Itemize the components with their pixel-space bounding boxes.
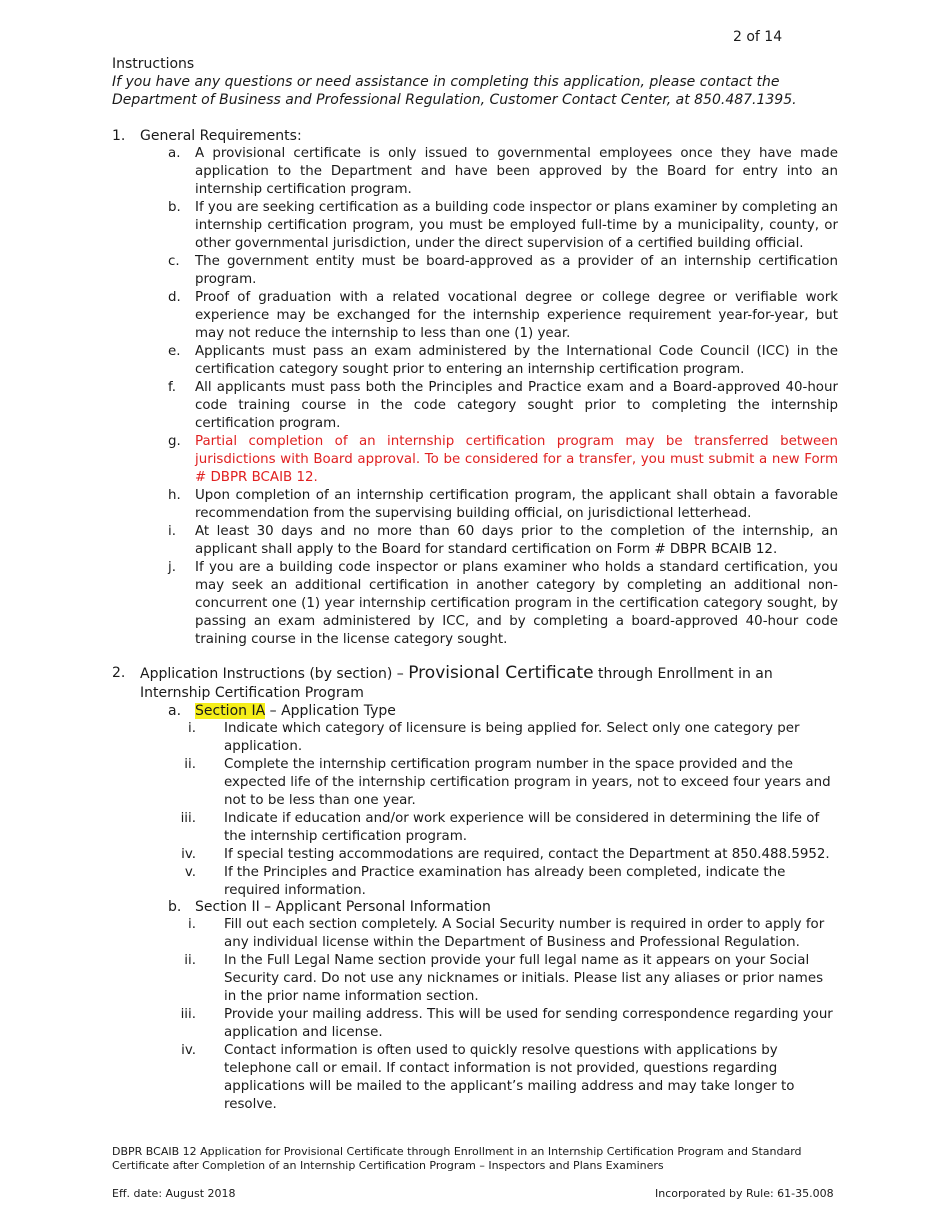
item-text: Indicate which category of licensure is being applied for. Select only one category per application. <box>224 721 800 754</box>
item-text: If you are seeking certification as a building code inspector or plans examiner by completing an internship certification program, you must be employed full-time by a municipality, county, or other governmental jurisdiction, under the direct supervision of a certified building official. <box>195 200 838 251</box>
item-text: Indicate if education and/or work experience will be considered in determining the life of the internship certification program. <box>224 811 820 844</box>
page-title: Instructions <box>112 56 195 72</box>
list-item <box>168 559 838 649</box>
page-number: 2 of 14 <box>733 29 783 45</box>
list-item <box>170 846 838 864</box>
list-item <box>170 756 838 810</box>
item-label: f. <box>168 380 176 395</box>
item-text: If you are a building code inspector or plans examiner who holds a standard certification, you may seek an additional certification in another category by completing an additional non-concurrent one (1) year internship certification program in the certification category sought, by passing an exam administered by ICC, and by completing a board-approved 40-hour code training course in the license category sought. <box>195 560 838 647</box>
item-label: v. <box>184 865 196 880</box>
list-item <box>170 864 838 900</box>
item-text: A provisional certificate is only issued to governmental employees once they have made application to the Department and have been approved by the Board for entry into an internship certification program. <box>195 146 838 197</box>
section-number: 1. <box>112 128 126 144</box>
item-label: g. <box>168 434 181 449</box>
item-label: iii. <box>180 1007 196 1022</box>
item-text: If the Principles and Practice examination has already been completed, indicate the required information. <box>224 865 786 898</box>
item-label: d. <box>168 290 181 305</box>
list-item <box>168 145 838 199</box>
list-item <box>170 1042 838 1114</box>
item-label: iv. <box>181 847 196 862</box>
list-item <box>170 720 838 756</box>
item-text: Proof of graduation with a related vocational degree or college degree or verifiable work experience may be exchanged for the internship experience requirement year-for-year, but may not reduce the internship to less than one (1) year. <box>195 290 838 341</box>
section-heading-text: Application Instructions (by section) – Provisional Certificate through Enrollment in an <box>140 663 773 683</box>
effective-date: Eff. date: August 2018 <box>112 1187 236 1200</box>
item-label: i. <box>188 917 196 932</box>
section-ii-list <box>170 916 838 1114</box>
item-text: In the Full Legal Name section provide your full legal name as it appears on your Social Security card. Do not use any nicknames or initials. Please list any aliases or prior names in the prior name information section. <box>224 953 824 1004</box>
rule-reference: Incorporated by Rule: 61-35.008 <box>655 1187 834 1200</box>
item-label: i. <box>188 721 196 736</box>
list-item <box>168 343 838 379</box>
form-footer-title: DBPR BCAIB 12 Application for Provisional Certificate through Enrollment in an Internship Certification Program and Standard Certificate after Completion of an Internship Certification Program – Inspectors and Plans Examiners <box>112 1145 802 1172</box>
list-item <box>170 916 838 952</box>
list-item <box>170 810 838 846</box>
item-label: h. <box>168 488 181 503</box>
item-label: j. <box>168 560 176 575</box>
highlighted-section-ref: Section IA <box>195 703 266 719</box>
item-label: e. <box>168 344 181 359</box>
item-label: b. <box>168 200 181 215</box>
list-item <box>168 289 838 343</box>
list-item <box>168 487 838 523</box>
list-item <box>168 199 838 253</box>
item-text: Complete the internship certification program number in the space provided and the expected life of the internship certification program in years, not to exceed four years and not to be less than one year. <box>224 757 831 808</box>
item-text: Applicants must pass an exam administered by the International Code Council (ICC) in the certification category sought prior to entering an internship certification program. <box>195 344 838 377</box>
subsection-title: – Application Type <box>265 703 396 719</box>
item-text: The government entity must be board-approved as a provider of an internship certification program. <box>195 254 838 287</box>
general-requirements-list <box>168 145 838 649</box>
list-item <box>168 379 838 433</box>
contact-instructions: If you have any questions or need assistance in completing this application, please contact the Department of Business and Professional Regulation, Customer Contact Center, at 850.487.1395. <box>112 74 797 108</box>
item-label: ii. <box>184 757 196 772</box>
list-item <box>168 523 838 559</box>
item-text: Fill out each section completely. A Social Security number is required in order to apply for any individual license within the Department of Business and Professional Regulation. <box>224 917 825 950</box>
list-item <box>170 952 838 1006</box>
subsection-label: b. <box>168 899 182 915</box>
item-label: i. <box>168 524 176 539</box>
list-item <box>168 253 838 289</box>
subsection-label: a. <box>168 703 182 719</box>
item-label: ii. <box>184 953 196 968</box>
item-label: iv. <box>181 1043 196 1058</box>
section-number: 2. <box>112 665 126 681</box>
list-item <box>170 1006 838 1042</box>
item-label: a. <box>168 146 181 161</box>
section-ia-list <box>170 720 838 900</box>
item-label: c. <box>168 254 180 269</box>
certificate-type-emphasis: Provisional Certificate <box>408 663 594 683</box>
item-text: Contact information is often used to quickly resolve questions with applications by telephone call or email. If contact information is not provided, questions regarding applications will be mailed to the applicant’s mailing address and may take longer to resolve. <box>224 1043 795 1112</box>
subsection-title: Section II – Applicant Personal Information <box>195 899 491 915</box>
item-text: At least 30 days and no more than 60 days prior to the completion of the internship, an applicant shall apply to the Board for standard certification on Form # DBPR BCAIB 12. <box>195 524 838 557</box>
item-text: Provide your mailing address. This will be used for sending correspondence regarding your application and license. <box>224 1007 833 1040</box>
section-heading-text: General Requirements: <box>140 128 302 144</box>
item-text: Upon completion of an internship certification program, the applicant shall obtain a favorable recommendation from the supervising building official, on jurisdictional letterhead. <box>195 488 838 521</box>
item-text: All applicants must pass both the Principles and Practice exam and a Board-approved 40-hour code training course in the code category sought prior to completing the internship certification program. <box>195 380 838 431</box>
section-2-heading-line2: Internship Certification Program <box>140 685 364 701</box>
item-label: iii. <box>180 811 196 826</box>
item-text: Partial completion of an internship certification program may be transferred between jurisdictions with Board approval. To be considered for a transfer, you must submit a new Form # DBPR BCAIB 12. <box>195 434 838 485</box>
list-item-transfer-note <box>168 433 838 487</box>
item-text: If special testing accommodations are required, contact the Department at 850.488.5952. <box>224 847 830 862</box>
